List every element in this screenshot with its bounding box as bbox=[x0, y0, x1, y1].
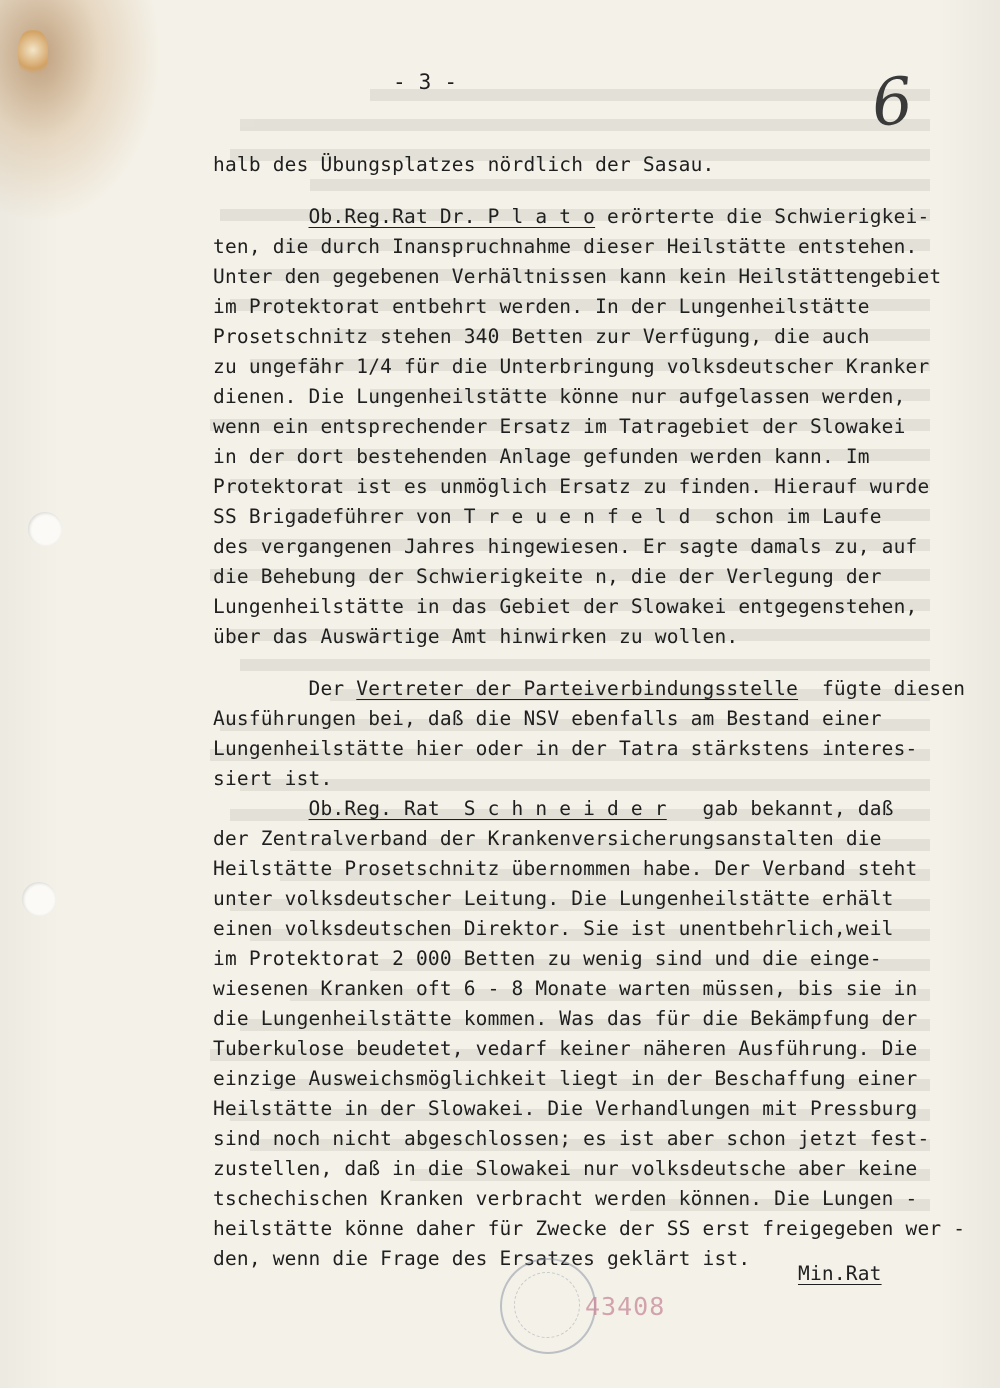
text-segment: SS Brigadeführer von T r e u e n f e l d schon im Laufe bbox=[213, 505, 882, 528]
text-line bbox=[213, 562, 965, 592]
text-segment: in der dort bestehenden Anlage gefunden werden kann. Im bbox=[213, 445, 870, 468]
text-segment: Heilstätte Prosetschnitz übernommen habe. Der Verband steht bbox=[213, 857, 918, 880]
text-line bbox=[213, 1214, 965, 1244]
text-line bbox=[213, 674, 965, 704]
text-line bbox=[213, 262, 965, 292]
text-segment: wenn ein entsprechender Ersatz im Tatragebiet der Slowakei bbox=[213, 415, 906, 438]
text-segment: wiesenen Kranken oft 6 - 8 Monate warten müssen, bis sie in bbox=[213, 977, 918, 1000]
text-segment bbox=[213, 205, 309, 228]
folio-number: 6 bbox=[868, 64, 917, 142]
text-segment: über das Auswärtige Amt hinwirken zu wollen. bbox=[213, 625, 739, 648]
text-segment: den, wenn die Frage des Ersatzes geklärt ist. bbox=[213, 1247, 751, 1270]
text-segment: dienen. Die Lungenheilstätte könne nur aufgelassen werden, bbox=[213, 385, 906, 408]
text-line bbox=[213, 502, 965, 532]
text-line bbox=[213, 622, 965, 652]
text-line bbox=[213, 704, 965, 734]
text-line bbox=[213, 150, 965, 180]
text-segment: fügte diesen bbox=[798, 677, 966, 700]
text-segment: ten, die durch Inanspruchnahme dieser Heilstätte entstehen. bbox=[213, 235, 918, 258]
text-line bbox=[213, 1004, 965, 1034]
text-segment: unter volksdeutscher Leitung. Die Lungenheilstätte erhält bbox=[213, 887, 894, 910]
text-line bbox=[213, 884, 965, 914]
underlined-name: Ob.Reg. Rat S c h n e i d e r bbox=[308, 797, 667, 820]
page-number: - 3 - bbox=[393, 70, 458, 94]
text-line bbox=[213, 1034, 965, 1064]
text-segment: Lungenheilstätte in das Gebiet der Slowakei entgegenstehen, bbox=[213, 595, 918, 618]
text-line bbox=[213, 382, 965, 412]
text-line bbox=[213, 854, 965, 884]
punch-hole-bottom bbox=[22, 882, 56, 916]
text-segment: gab bekannt, daß bbox=[666, 797, 894, 820]
text-line bbox=[213, 322, 965, 352]
text-segment: im Protektorat entbehrt werden. In der Lungenheilstätte bbox=[213, 295, 870, 318]
text-line bbox=[213, 944, 965, 974]
text-segment: im Protektorat 2 000 Betten zu wenig sind und die einge- bbox=[213, 947, 882, 970]
text-line bbox=[213, 824, 965, 854]
text-line bbox=[213, 914, 965, 944]
text-line bbox=[213, 794, 965, 824]
text-line bbox=[213, 1094, 965, 1124]
rust-stain bbox=[18, 30, 48, 80]
text-segment: einen volksdeutschen Direktor. Sie ist unentbehrlich,weil bbox=[213, 917, 894, 940]
text-segment: siert ist. bbox=[213, 767, 333, 790]
text-line bbox=[213, 352, 965, 382]
text-line bbox=[213, 764, 965, 794]
underlined-name: Ob.Reg.Rat Dr. P l a t o bbox=[308, 205, 596, 228]
text-segment: heilstätte könne daher für Zwecke der SS erst freigegeben wer - bbox=[213, 1217, 966, 1240]
text-line bbox=[213, 442, 965, 472]
text-segment: tschechischen Kranken verbracht werden können. Die Lungen - bbox=[213, 1187, 918, 1210]
signature-line: Min.Rat bbox=[798, 1262, 882, 1285]
text-line bbox=[213, 232, 965, 262]
text-segment: Lungenheilstätte hier oder in der Tatra stärkstens interes- bbox=[213, 737, 918, 760]
paragraph-gap bbox=[213, 180, 965, 202]
text-segment: Ausführungen bei, daß die NSV ebenfalls am Bestand einer bbox=[213, 707, 882, 730]
text-segment: halb des Übungsplatzes nördlich der Sasau. bbox=[213, 153, 715, 176]
text-segment: Tuberkulose beudetet, vedarf keiner näheren Ausführung. Die bbox=[213, 1037, 918, 1060]
text-segment: zustellen, daß in die Slowakei nur volksdeutsche aber keine bbox=[213, 1157, 918, 1180]
text-segment: Der bbox=[213, 677, 357, 700]
punch-hole-top bbox=[28, 512, 62, 546]
text-line bbox=[213, 202, 965, 232]
text-segment: erörterte die Schwierigkei- bbox=[595, 205, 930, 228]
text-segment: die Lungenheilstätte kommen. Was das für die Bekämpfung der bbox=[213, 1007, 918, 1030]
text-segment: die Behebung der Schwierigkeite n, die der Verlegung der bbox=[213, 565, 882, 588]
text-segment: sind noch nicht abgeschlossen; es ist aber schon jetzt fest- bbox=[213, 1127, 930, 1150]
text-line bbox=[213, 592, 965, 622]
underlined-name: Vertreter der Parteiverbindungsstelle bbox=[356, 677, 799, 700]
text-line bbox=[213, 1184, 965, 1214]
text-segment: Protektorat ist es unmöglich Ersatz zu finden. Hierauf wurde bbox=[213, 475, 930, 498]
text-line bbox=[213, 734, 965, 764]
body-text bbox=[213, 150, 965, 1274]
text-line bbox=[213, 412, 965, 442]
text-segment: Heilstätte in der Slowakei. Die Verhandlungen mit Pressburg bbox=[213, 1097, 918, 1120]
text-segment bbox=[213, 797, 309, 820]
text-segment: des vergangenen Jahres hingewiesen. Er sagte damals zu, auf bbox=[213, 535, 918, 558]
text-segment: einzige Ausweichsmöglichkeit liegt in der Beschaffung einer bbox=[213, 1067, 918, 1090]
text-segment: zu ungefähr 1/4 für die Unterbringung volksdeutscher Kranker bbox=[213, 355, 930, 378]
text-line bbox=[213, 472, 965, 502]
text-segment: der Zentralverband der Krankenversicherungsanstalten die bbox=[213, 827, 882, 850]
stamp-number: 43408 bbox=[585, 1292, 666, 1321]
text-line bbox=[213, 1154, 965, 1184]
text-line bbox=[213, 974, 965, 1004]
text-line bbox=[213, 292, 965, 322]
text-segment: Unter den gegebenen Verhältnissen kann kein Heilstättengebiet bbox=[213, 265, 942, 288]
text-segment: Prosetschnitz stehen 340 Betten zur Verfügung, die auch bbox=[213, 325, 870, 348]
text-line bbox=[213, 532, 965, 562]
paragraph-gap bbox=[213, 652, 965, 674]
text-line bbox=[213, 1064, 965, 1094]
archive-stamp bbox=[500, 1258, 596, 1354]
text-line bbox=[213, 1124, 965, 1154]
